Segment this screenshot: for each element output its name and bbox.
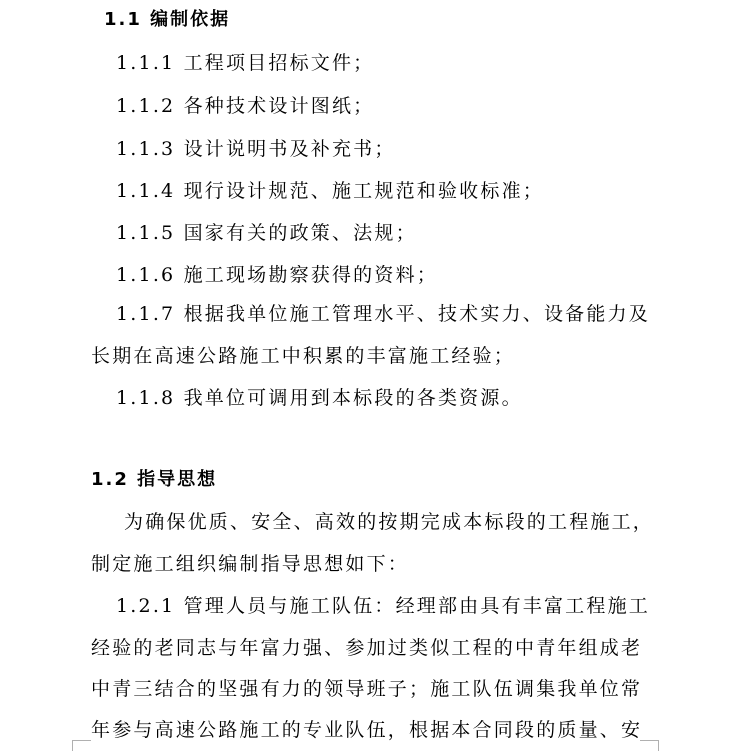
list-item-1-1-7: 1.1.7 根据我单位施工管理水平、技术实力、设备能力及 [116, 303, 650, 325]
list-item-1-1-1: 1.1.1 工程项目招标文件； [116, 52, 375, 74]
page-margin-corner-left [72, 740, 91, 751]
list-item-1-1-8: 1.1.8 我单位可调用到本标段的各类资源。 [116, 387, 523, 409]
list-item-1-1-4: 1.1.4 现行设计规范、施工规范和验收标准； [116, 180, 544, 202]
list-item-1-1-3: 1.1.3 设计说明书及补充书； [116, 138, 396, 160]
list-item-1-1-5: 1.1.5 国家有关的政策、法规； [116, 222, 417, 244]
item-1-2-1-line-4: 年参与高速公路施工的专业队伍，根据本合同段的质量、安 [91, 719, 643, 741]
item-1-2-1-line-3: 中青三结合的坚强有力的领导班子；施工队伍调集我单位常 [91, 678, 643, 700]
list-item-1-1-2: 1.1.2 各种技术设计图纸； [116, 95, 375, 117]
page-margin-corner-right [640, 740, 659, 751]
list-item-1-1-6: 1.1.6 施工现场勘察获得的资料； [116, 264, 438, 286]
item-1-2-1-line-1: 1.2.1 管理人员与施工队伍：经理部由具有丰富工程施工 [116, 595, 650, 617]
section-heading-1-1: 1.1 编制依据 [104, 9, 231, 30]
item-1-2-1-line-2: 经验的老同志与年富力强、参加过类似工程的中青年组成老 [91, 637, 643, 659]
list-item-1-1-7-cont: 长期在高速公路施工中积累的丰富施工经验； [91, 345, 516, 367]
intro-paragraph-line-2: 制定施工组织编制指导思想如下： [91, 553, 410, 575]
section-heading-1-2: 1.2 指导思想 [91, 469, 218, 490]
intro-paragraph-line-1: 为确保优质、安全、高效的按期完成本标段的工程施工， [124, 511, 655, 533]
